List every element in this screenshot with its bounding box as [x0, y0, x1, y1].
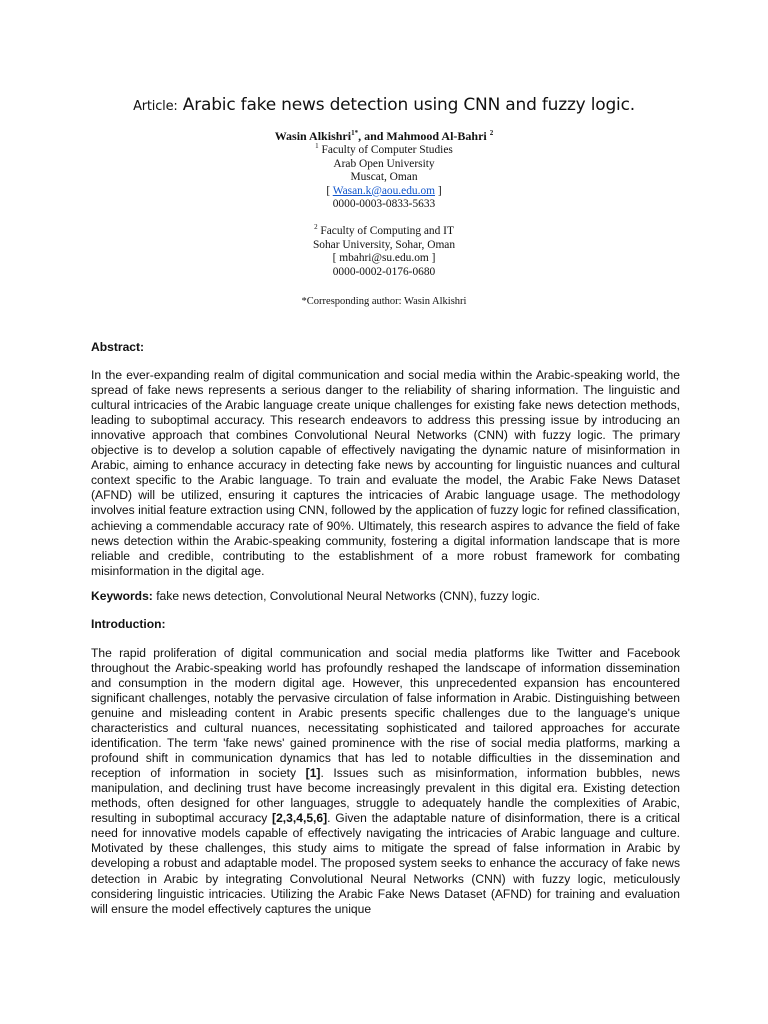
author-names	[0, 130, 768, 143]
affiliation-2-dept-text: Faculty of Computing and IT	[317, 225, 454, 238]
intro-text-part-2: . Issues such as misinformation, information bubbles, news manipulation, and declining trust have become increasingly prevalent in this digital era. Existing detection methods, often designed for other languages, struggle to adequately handle the complexities of Arabic, resulting in suboptimal accuracy	[91, 766, 680, 826]
introduction-heading: Introduction:	[91, 616, 166, 631]
affiliation-2-superscript: 2	[314, 223, 318, 232]
author-1-name: Wasin Alkishri	[274, 129, 352, 143]
author-2-superscript: 2	[489, 129, 494, 137]
article-label: Article:	[133, 99, 178, 114]
affiliation-1-org: Arab Open University	[333, 157, 435, 170]
affiliation-2-email: [ mbahri@su.edu.om ]	[332, 252, 436, 265]
affiliation-2-org: Sohar University, Sohar, Oman	[312, 238, 456, 251]
intro-text-part-1: The rapid proliferation of digital communication and social media platforms like Twitter and Facebook throughout the Arabic-speaking world has profoundly reshaped the landscape of information dissemination and consumption in the modern digital age. However, this unprecedented expansion has encountered significant challenges, notably the pervasive circulation of false information in Arabic. Distinguishing between genuine and misleading content in Arabic presents specific challenges due to the language's unique characteristics and cultural nuances, necessitating sophisticated and tailored approaches for accurate identification. The term 'fake news' gained prominence with the rise of social media platforms, marking a profound shift in communication dynamics that has led to notable difficulties in the dissemination and reception of information in society	[91, 645, 680, 781]
keywords-line	[91, 589, 680, 604]
introduction-paragraph	[91, 646, 680, 917]
affiliation-1-place: Muscat, Oman	[350, 171, 418, 184]
intro-text-part-3: . Given the adaptable nature of disinformation, there is a critical need for innovative models capable of effectively navigating the intricacies of Arabic language and culture. Motivated by these challenges, this study aims to mitigate the spread of false information in Arabic by developing a robust and adaptable model. The proposed system seeks to enhance the accuracy of fake news detection in Arabic by integrating Convolutional Neural Networks (CNN) with fuzzy logic, meticulously considering linguistic intricacies. Utilizing the Arabic Fake News Dataset (AFND) for training and evaluation will ensure the model effectively captures the unique	[91, 811, 680, 916]
author-block	[0, 130, 768, 308]
article-title-text: Arabic fake news detection using CNN and fuzzy logic.	[182, 95, 635, 115]
article-title	[0, 95, 768, 115]
abstract-paragraph: In the ever-expanding realm of digital communication and social media within the Arabic-speaking world, the spread of fake news represents a serious danger to the reliability of sharing information. The linguistic and cultural intricacies of the Arabic language create unique challenges for existing fake news detection methods, leading to suboptimal accuracy. This research endeavors to address this pressing issue by introducing an innovative approach that combines Convolutional Neural Networks (CNN) with fuzzy logic. The primary objective is to develop a solution capable of effectively navigating the dynamic nature of misinformation in Arabic, aiming to enhance accuracy in detecting fake news by accounting for linguistic nuances and cultural context specific to the Arabic language. To train and evaluate the model, the Arabic Fake News Dataset (AFND) will be utilized, ensuring it captures the intricacies of Arabic language usage. The methodology involves initial feature extraction using CNN, followed by the application of fuzzy logic for refined classification, achieving a commendable accuracy rate of 90%. Ultimately, this research aspires to advance the field of fake news detection within the Arabic-speaking community, fostering a digital information landscape that is more reliable and credible, contributing to the establishment of a more robust framework for combating misinformation in the digital age.	[91, 368, 680, 578]
author-1-superscript: 1*	[351, 129, 359, 137]
affiliation-spacer	[0, 211, 768, 225]
author-1-email-link[interactable]: Wasan.k@aou.edu.om	[332, 184, 436, 197]
affiliation-1-orcid: 0000-0003-0833-5633	[332, 198, 436, 211]
author-2-name: , and Mahmood Al-Bahri	[358, 129, 487, 143]
abstract-heading: Abstract:	[91, 340, 145, 354]
email-close-bracket: ]	[435, 184, 442, 197]
affiliation-1-email-line	[0, 185, 768, 198]
corresponding-author-note: *Corresponding author: Wasin Alkishri	[301, 296, 467, 308]
article-body	[91, 340, 680, 927]
citation-1: [1]	[305, 766, 321, 781]
affiliation-2-orcid: 0000-0002-0176-0680	[332, 265, 436, 278]
email-open-bracket: [	[326, 184, 333, 197]
keywords-label: Keywords:	[91, 588, 153, 603]
affiliation-1-dept	[0, 144, 768, 157]
keywords-text: fake news detection, Convolutional Neural Networks (CNN), fuzzy logic.	[152, 588, 540, 603]
citation-2-6: [2,3,4,5,6]	[272, 811, 328, 826]
affiliation-1-superscript: 1	[315, 142, 319, 151]
affiliation-2-dept	[0, 225, 768, 238]
affiliation-1-dept-text: Faculty of Computer Studies	[321, 144, 453, 157]
